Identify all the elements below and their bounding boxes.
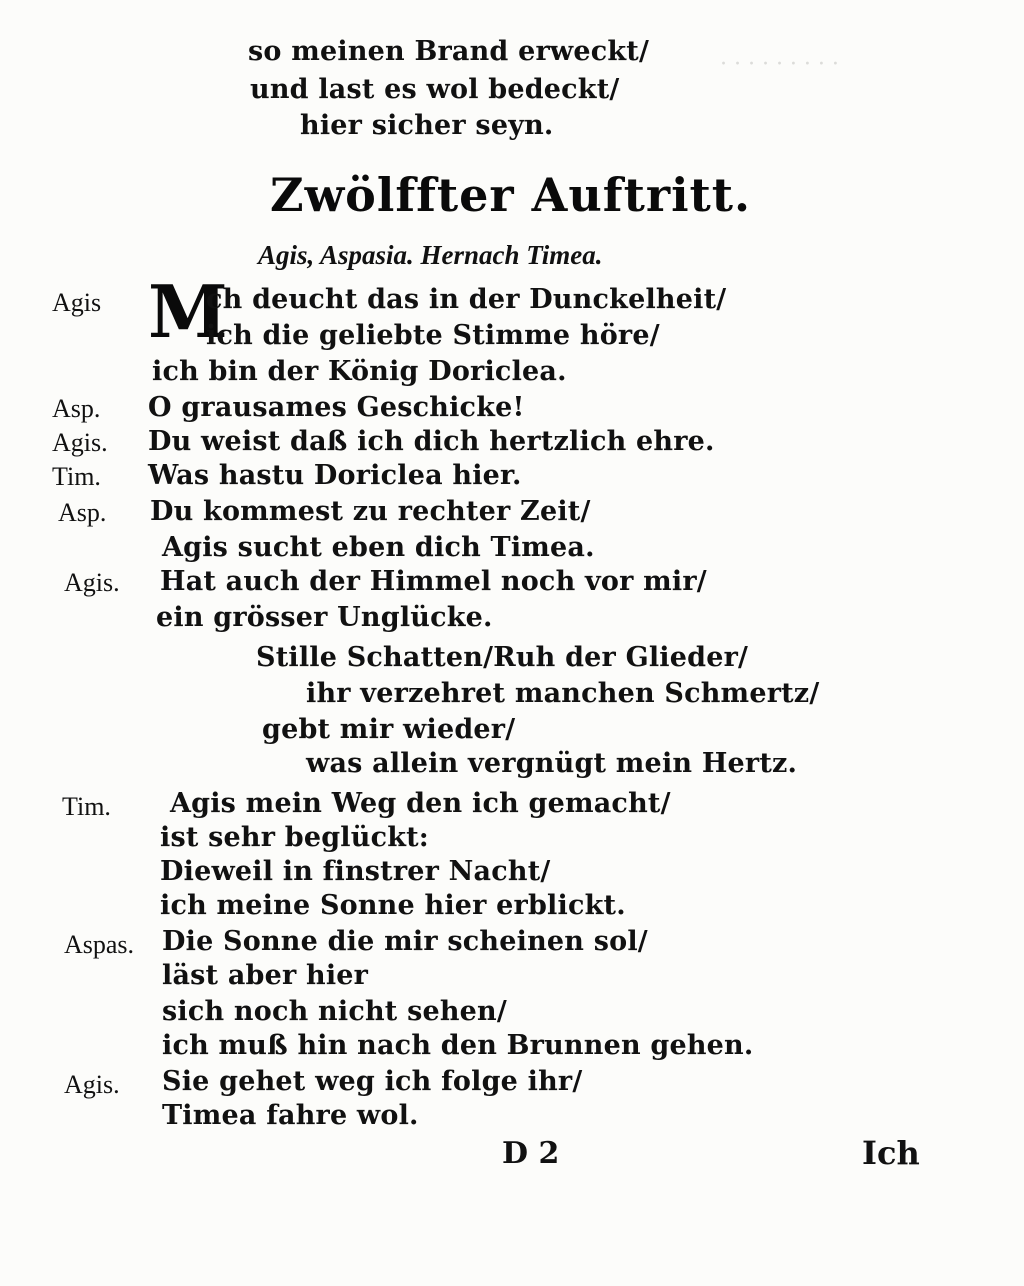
cast-list: Agis, Aspasia. Hernach Timea. bbox=[258, 240, 603, 270]
speaker-label: Asp. bbox=[52, 394, 101, 423]
drop-initial: M bbox=[148, 269, 228, 354]
song-line: Stille Schatten/Ruh der Glieder/ bbox=[256, 642, 749, 673]
dialogue-line: ich meine Sonne hier erblickt. bbox=[160, 890, 626, 921]
speaker-label: Tim. bbox=[62, 792, 111, 821]
speaker-label: Agis. bbox=[64, 568, 120, 597]
song-line: was allein vergnügt mein Hertz. bbox=[306, 748, 798, 779]
dialogue-line bbox=[206, 284, 726, 315]
dialogue-line: Die Sonne die mir scheinen sol/ bbox=[162, 926, 648, 957]
dialogue-line: Agis sucht eben dich Timea. bbox=[162, 532, 595, 563]
dialogue-line: läst aber hier bbox=[162, 960, 369, 991]
speaker-label: Aspas. bbox=[64, 930, 135, 959]
dialogue-text: ch deucht das in der Dunckelheit/ bbox=[206, 284, 727, 315]
song-line: ihr verzehret manchen Schmertz/ bbox=[306, 678, 820, 709]
signature-mark: D 2 bbox=[502, 1136, 560, 1171]
dialogue-line: sich noch nicht sehen/ bbox=[162, 996, 507, 1027]
dialogue-line: Sie gehet weg ich folge ihr/ bbox=[162, 1066, 583, 1097]
scene-heading: Zwölffter Auftritt. bbox=[270, 168, 752, 222]
verse-line: und last es wol bedeckt/ bbox=[250, 74, 620, 105]
dialogue-line: Dieweil in finstrer Nacht/ bbox=[160, 856, 551, 887]
dialogue-line: Hat auch der Himmel noch vor mir/ bbox=[160, 566, 707, 597]
speaker-label: Agis. bbox=[52, 428, 108, 457]
dialogue-line: Was hastu Doriclea hier. bbox=[148, 460, 522, 491]
dialogue-line: ist sehr beglückt: bbox=[160, 822, 429, 853]
dialogue-line: ein grösser Unglücke. bbox=[156, 602, 493, 633]
dialogue-line: ich die geliebte Stimme höre/ bbox=[206, 320, 660, 351]
verse-line: hier sicher seyn. bbox=[300, 110, 554, 141]
bleed-through-text: · · · · · · · · · bbox=[720, 52, 839, 77]
dialogue-line: ich bin der König Doriclea. bbox=[152, 356, 567, 387]
speaker-label: Agis. bbox=[64, 1070, 120, 1099]
speaker-label: Tim. bbox=[52, 462, 101, 491]
verse-line: so meinen Brand erweckt/ bbox=[248, 36, 650, 67]
catchword: Ich bbox=[862, 1134, 920, 1172]
dialogue-line: Timea fahre wol. bbox=[162, 1100, 419, 1131]
dialogue-line: Agis mein Weg den ich gemacht/ bbox=[170, 788, 671, 819]
dialogue-line: Du kommest zu rechter Zeit/ bbox=[150, 496, 591, 527]
dialogue-line: Du weist daß ich dich hertzlich ehre. bbox=[148, 426, 715, 457]
speaker-label: Agis bbox=[52, 288, 102, 317]
song-line: gebt mir wieder/ bbox=[262, 714, 516, 745]
dialogue-line: O grausames Geschicke! bbox=[148, 392, 525, 423]
dialogue-line: ich muß hin nach den Brunnen gehen. bbox=[162, 1030, 754, 1061]
speaker-label: Asp. bbox=[58, 498, 107, 527]
